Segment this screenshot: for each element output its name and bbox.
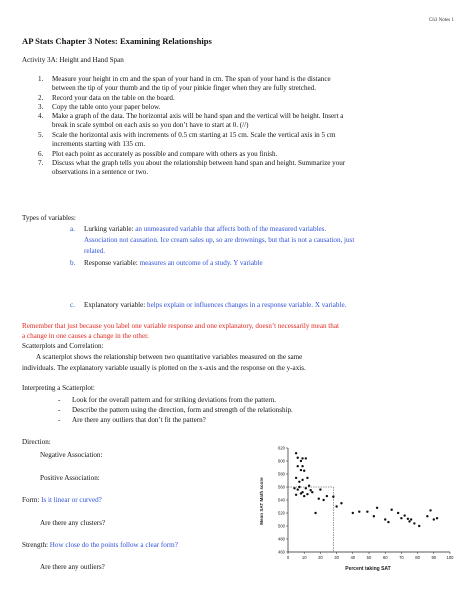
data-point [436, 517, 438, 519]
page-tag: Ch3 Notes 1 [429, 18, 454, 23]
y-tick-label: 520 [278, 510, 285, 516]
x-axis-label: Percent taking SAT [345, 566, 391, 572]
form-line: Form: Is it linear or curved? [22, 496, 102, 504]
data-point [397, 512, 399, 514]
lurking-variable-cont-2: related. [84, 247, 106, 255]
data-point [308, 485, 310, 487]
data-point [322, 499, 324, 501]
data-point [418, 525, 420, 527]
data-point [314, 512, 316, 514]
scatter-heading: Scatterplots and Correlation: [22, 342, 104, 350]
data-point [400, 517, 402, 519]
y-tick-label: 580 [278, 471, 285, 477]
activity-heading: Activity 3A: Height and Hand Span [22, 56, 124, 64]
x-tick-label: 30 [334, 555, 339, 560]
data-point [303, 495, 305, 497]
warning-line-1: Remember that just because you label one variable response and one explanatory, doesn’t necessarily mean that [22, 322, 339, 330]
step-1: 1. Measure your height in cm and the span of your hand in cm. The span of your hand is the distance [38, 75, 331, 83]
data-point [384, 518, 386, 520]
data-point [309, 489, 311, 491]
warning-line-2: a change in one causes a change in the other. [22, 332, 149, 340]
data-point [429, 509, 431, 511]
data-point [403, 514, 405, 516]
interpreting-item-2: - Describe the pattern using the direction, form and strength of the relationship. [58, 406, 293, 414]
data-point [433, 518, 435, 520]
x-tick-label: 90 [431, 555, 437, 560]
step-7: 7. Discuss what the graph tells you about the relationship between hand span and height. Summarize your [38, 159, 346, 167]
step-1-cont: between the tip of your thumb and the tip of your pinkie finger when they are fully stretched. [52, 84, 316, 92]
data-point [300, 469, 302, 471]
y-tick-label: 460 [278, 549, 285, 555]
interpreting-item-1: - Look for the overall pattern and for striking deviations from the pattern. [58, 396, 277, 404]
step-5: 5. Scale the horizontal axis with increments of 0.5 cm starting at 15 cm. Scale the vertical axis in 5 cm [38, 131, 336, 139]
lurking-variable-cont-1: Association not causation. Ice cream sales up, so are drownings, but that is not a causation, just [84, 236, 355, 244]
step-7-cont: observations in a sentence or two. [52, 168, 149, 176]
data-point [410, 518, 412, 520]
response-variable: b. Response variable: measures an outcome of a study. Y variable [70, 259, 263, 267]
x-tick-label: 0 [286, 555, 290, 560]
data-point [387, 521, 389, 523]
data-point [295, 477, 297, 479]
scatter-line-1: A scatterplot shows the relationship between two quantitative variables measured on the same [36, 353, 303, 361]
data-point [407, 518, 409, 520]
step-4-cont: break in scale symbol on each axis so you don’t have to start at 0. (//) [52, 121, 249, 129]
data-point [326, 495, 328, 497]
y-tick-label: 540 [278, 497, 285, 503]
y-tick-label: 600 [278, 458, 285, 464]
types-heading: Types of variables: [22, 214, 76, 222]
data-point [390, 509, 392, 511]
positive-association: Positive Association: [40, 474, 100, 482]
x-tick-label: 60 [382, 555, 388, 560]
x-tick-label: 10 [301, 555, 307, 560]
data-point [301, 465, 303, 467]
x-tick-label: 20 [318, 555, 323, 560]
y-tick-label: 480 [278, 536, 285, 542]
x-tick-label: 100 [446, 555, 454, 560]
outliers-line: Are there any outliers? [40, 563, 105, 571]
data-point [306, 493, 308, 495]
data-point [426, 515, 428, 517]
data-point [332, 496, 334, 498]
data-point [301, 479, 303, 481]
interpreting-heading: Interpreting a Scatterplot: [22, 384, 95, 392]
data-point [295, 494, 297, 496]
data-point [306, 477, 308, 479]
data-point [311, 491, 313, 493]
x-tick-label: 70 [399, 555, 404, 560]
clusters-line: Are there any clusters? [40, 519, 106, 527]
x-tick-label: 80 [415, 555, 420, 560]
data-point [300, 492, 302, 494]
data-point [298, 481, 300, 483]
step-4: 4. Make a graph of the data. The horizontal axis will be hand span and the vertical will be height. Insert a [38, 112, 344, 120]
data-point [413, 522, 415, 524]
strength-line: Strength: How close do the points follow a clear form? [22, 541, 178, 549]
data-point [301, 457, 303, 459]
y-tick-label: 500 [278, 523, 285, 529]
negative-association: Negative Association: [40, 451, 103, 459]
step-2: 2. Record your data on the table on the board. [38, 94, 175, 102]
y-tick-label: 620 [278, 445, 285, 451]
data-point [293, 487, 295, 489]
data-point [366, 511, 368, 513]
data-point [297, 465, 299, 467]
step-3: 3. Copy the table onto your paper below. [38, 103, 161, 111]
data-point [340, 502, 342, 504]
step-5-cont: increments starting with 135 cm. [52, 140, 146, 148]
data-point [352, 512, 354, 514]
data-point [305, 457, 307, 459]
data-point [300, 460, 302, 462]
step-6: 6. Plot each point as accurately as possible and compare with others as you finish. [38, 150, 278, 158]
page-title: AP Stats Chapter 3 Notes: Examining Relationships [22, 36, 212, 46]
data-point [295, 452, 297, 454]
data-point [297, 457, 299, 459]
data-point [319, 488, 321, 490]
data-point [335, 505, 337, 507]
data-point [376, 507, 378, 509]
data-point [373, 515, 375, 517]
interpreting-item-3: - Are there any outliers that don’t fit the pattern? [58, 416, 206, 424]
explanatory-variable: c. Explanatory variable: helps explain or influences changes in a response variable. X variable. [70, 301, 347, 309]
data-point [305, 487, 307, 489]
x-tick-label: 50 [366, 555, 372, 560]
scatterplot-svg [254, 440, 454, 575]
sat-scatterplot [254, 440, 454, 575]
data-point [303, 470, 305, 472]
data-point [297, 488, 299, 490]
y-axis-label: Mean SAT Math score [259, 477, 264, 525]
scatter-line-2: individuals. The explanatory variable usually is plotted on the x-axis and the response on the y-axis. [22, 364, 306, 372]
data-point [408, 520, 410, 522]
direction-heading: Direction: [22, 438, 51, 446]
x-tick-label: 40 [350, 555, 356, 560]
y-tick-label: 560 [278, 484, 285, 490]
data-point [318, 498, 320, 500]
data-point [358, 511, 360, 513]
lurking-variable: a. Lurking variable: an unmeasured variable that affects both of the measured variables. [70, 225, 327, 233]
data-point [298, 486, 300, 488]
